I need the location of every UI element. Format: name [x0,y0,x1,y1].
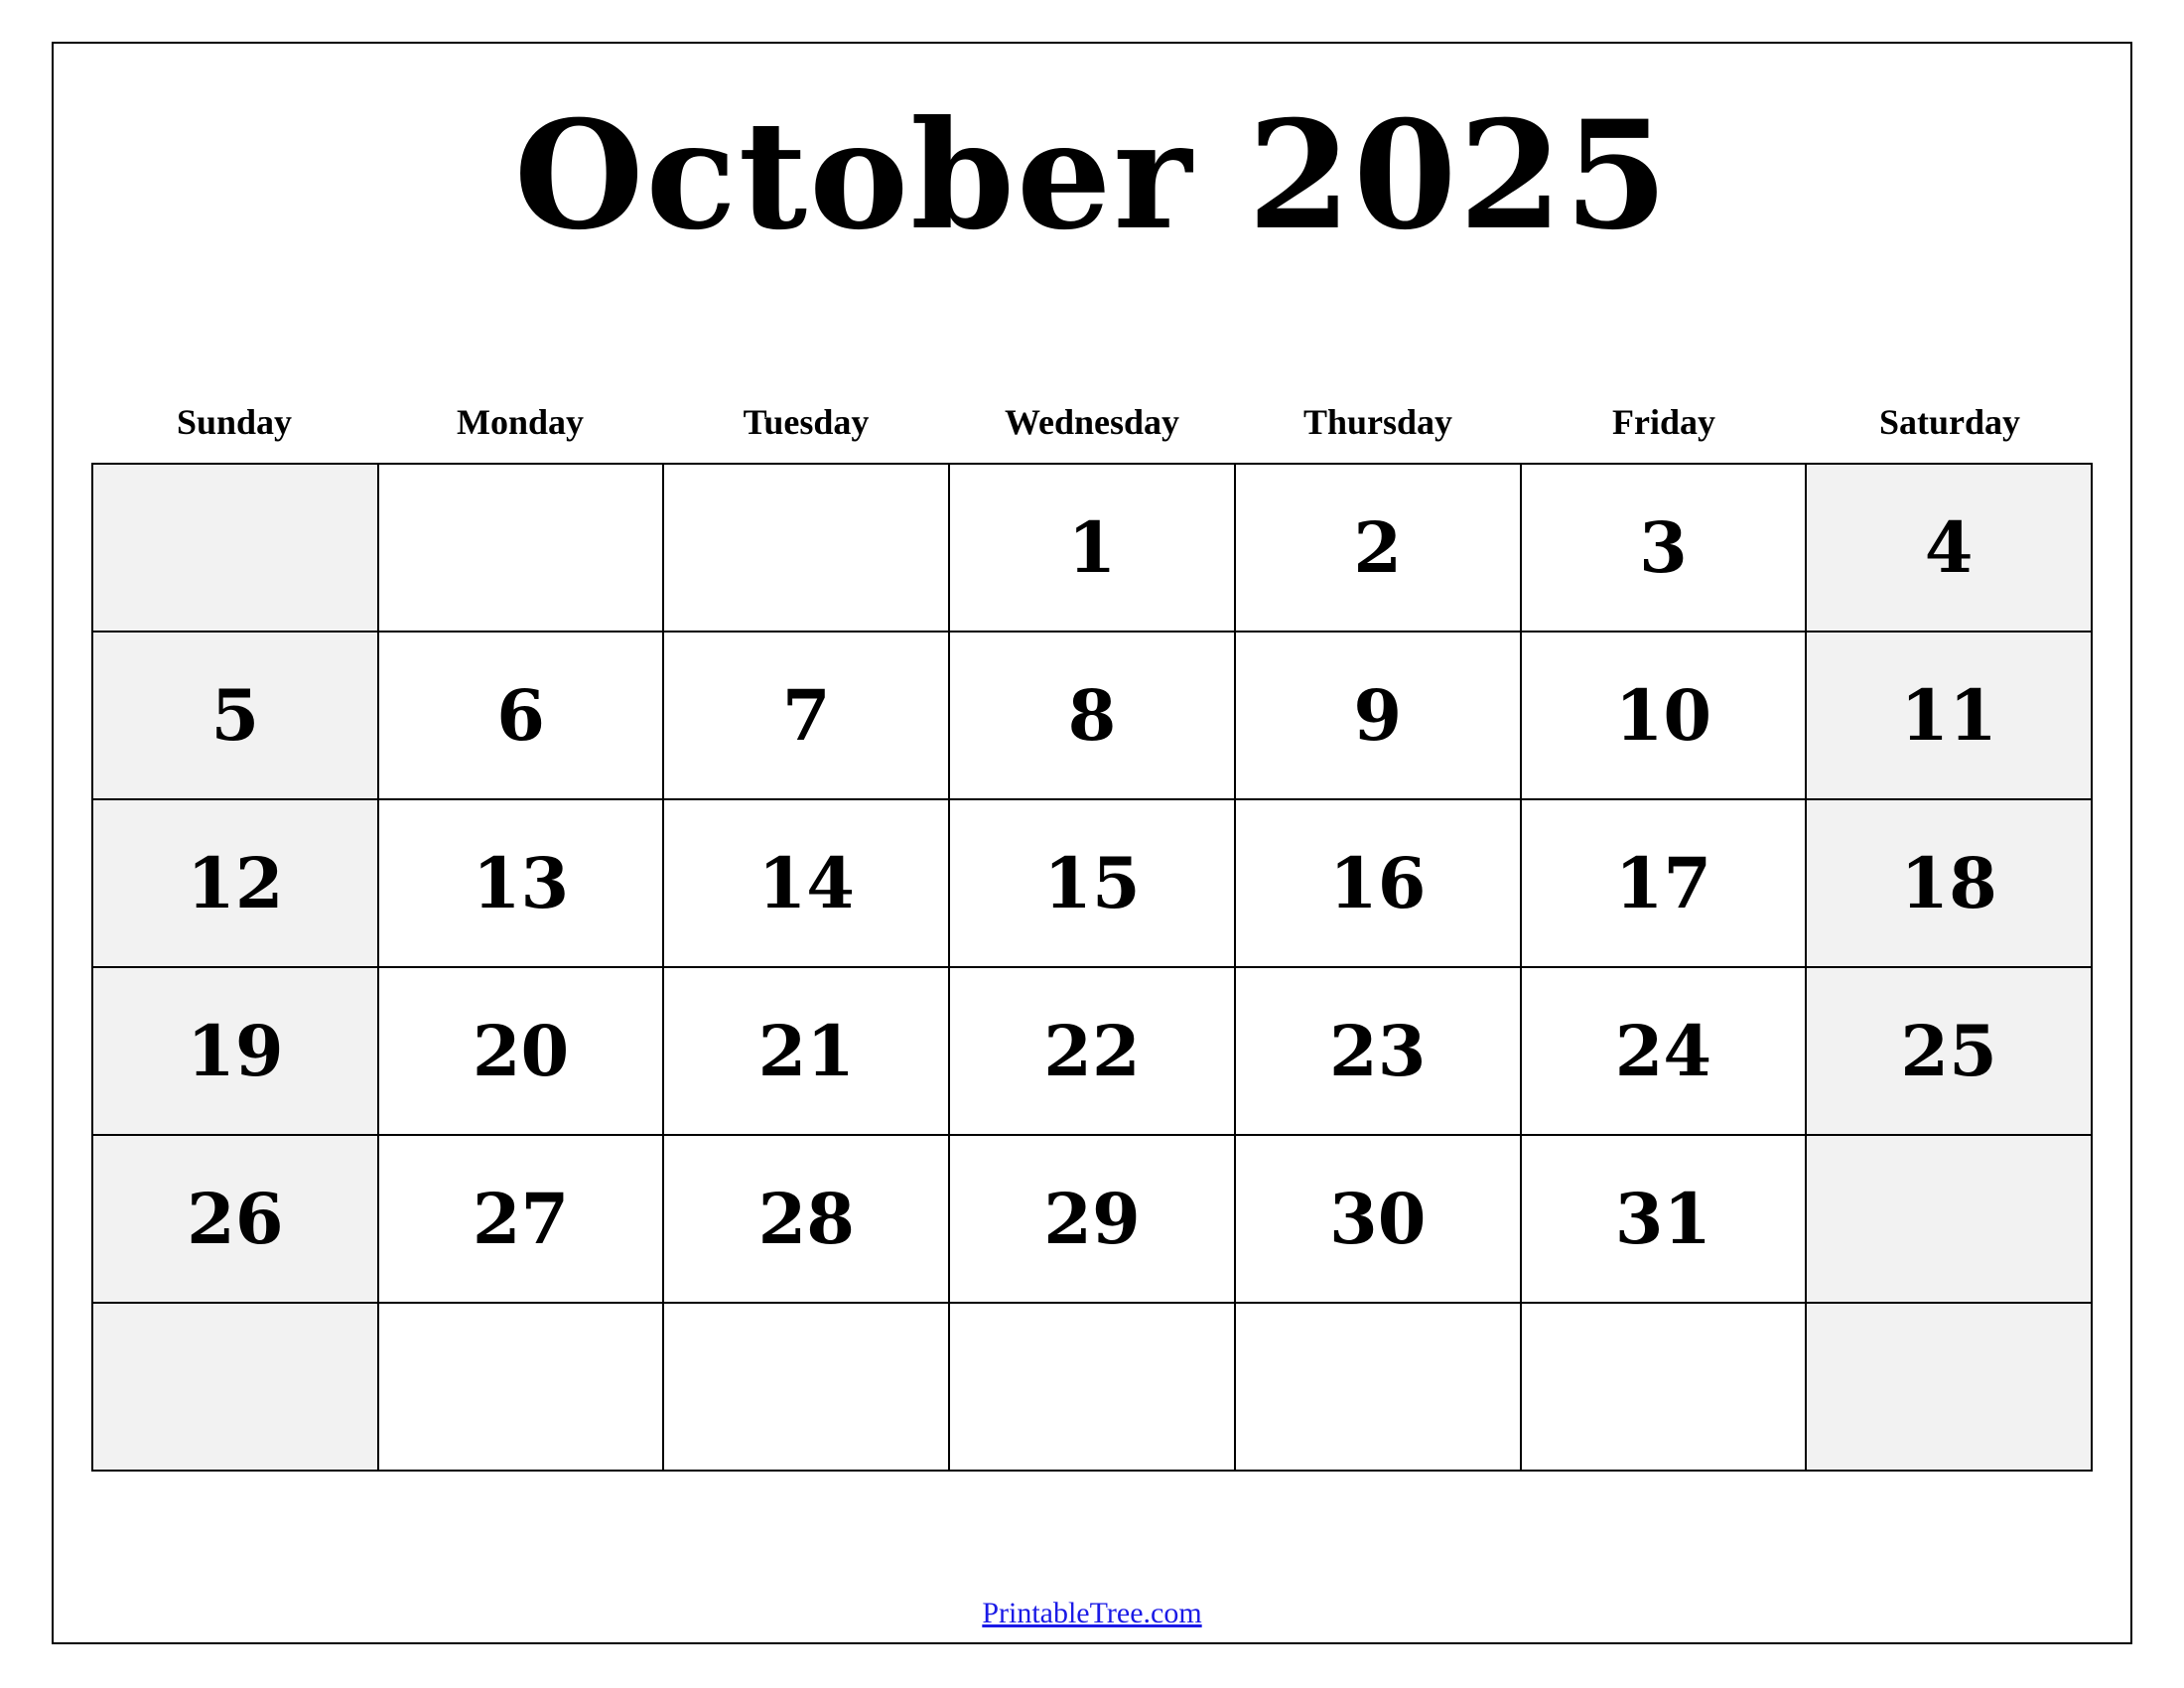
day-cell[interactable] [1236,800,1522,968]
day-cell[interactable] [379,1136,665,1304]
day-cell[interactable] [1522,968,1808,1136]
day-number: 24 [1614,1009,1712,1092]
day-number: 13 [472,841,570,924]
day-number: 20 [472,1009,570,1092]
calendar-grid [91,463,2093,1472]
printabletree-link[interactable]: PrintableTree.com [982,1597,1202,1629]
day-number: 23 [1328,1009,1427,1092]
day-cell[interactable] [1522,1136,1808,1304]
day-cell[interactable] [1807,968,2093,1136]
day-number: 25 [1900,1009,1997,1092]
page-title: October 2025 [513,88,1671,263]
day-cell[interactable] [1807,633,2093,800]
day-number: 18 [1900,841,1997,924]
day-cell[interactable] [93,633,379,800]
day-cell[interactable] [1236,633,1522,800]
day-cell[interactable] [93,1136,379,1304]
day-number: 8 [1067,673,1117,757]
day-number: 12 [187,841,284,924]
day-cell[interactable] [1807,1136,2093,1304]
day-cell[interactable] [1236,1304,1522,1472]
day-number: 16 [1328,841,1427,924]
day-cell[interactable] [93,800,379,968]
day-cell[interactable] [950,1136,1236,1304]
day-number: 9 [1353,673,1403,757]
day-number: 21 [757,1009,855,1092]
day-cell[interactable] [1522,1304,1808,1472]
day-number: 3 [1639,505,1688,589]
weekday-tuesday: Tuesday [743,402,870,442]
day-cell[interactable] [664,968,950,1136]
day-number: 10 [1614,673,1712,757]
day-cell[interactable] [93,465,379,633]
day-cell[interactable] [379,465,665,633]
day-number: 27 [472,1177,570,1260]
day-number: 26 [187,1177,284,1260]
calendar-sheet [52,42,2132,1644]
weekday-monday: Monday [456,402,585,442]
day-cell[interactable] [379,968,665,1136]
day-number: 30 [1328,1177,1427,1260]
day-cell[interactable] [950,800,1236,968]
day-cell[interactable] [1236,968,1522,1136]
day-cell[interactable] [1807,465,2093,633]
day-cell[interactable] [379,1304,665,1472]
day-cell[interactable] [950,465,1236,633]
day-cell[interactable] [379,633,665,800]
day-cell[interactable] [950,968,1236,1136]
day-cell[interactable] [379,800,665,968]
footer [54,1597,2130,1630]
day-cell[interactable] [664,633,950,800]
day-number: 28 [757,1177,855,1260]
day-number: 1 [1067,505,1117,589]
day-cell[interactable] [950,1304,1236,1472]
weekday-sunday: Sunday [176,402,293,442]
weekday-header-row [91,250,2093,463]
day-cell[interactable] [664,1304,950,1472]
day-cell[interactable] [93,968,379,1136]
day-number: 7 [781,673,831,757]
day-number: 2 [1353,505,1403,589]
day-number: 14 [757,841,855,924]
weekday-wednesday: Wednesday [1004,402,1180,442]
day-cell[interactable] [950,633,1236,800]
day-number: 6 [496,673,545,757]
weekday-thursday: Thursday [1302,402,1453,442]
day-cell[interactable] [1522,465,1808,633]
day-number: 11 [1900,673,1997,757]
day-number: 4 [1924,505,1974,589]
day-number: 15 [1043,841,1141,924]
day-number: 31 [1614,1177,1712,1260]
day-number: 17 [1614,841,1712,924]
day-cell[interactable] [1522,800,1808,968]
day-cell[interactable] [1522,633,1808,800]
day-cell[interactable] [664,465,950,633]
day-cell[interactable] [93,1304,379,1472]
day-number: 5 [210,673,260,757]
day-cell[interactable] [1807,800,2093,968]
day-cell[interactable] [664,800,950,968]
weekday-friday: Friday [1612,402,1715,442]
day-cell[interactable] [1807,1304,2093,1472]
day-number: 22 [1043,1009,1141,1092]
day-number: 29 [1043,1177,1141,1260]
day-cell[interactable] [664,1136,950,1304]
day-number: 19 [187,1009,284,1092]
day-cell[interactable] [1236,465,1522,633]
weekday-saturday: Saturday [1878,402,2021,442]
day-cell[interactable] [1236,1136,1522,1304]
